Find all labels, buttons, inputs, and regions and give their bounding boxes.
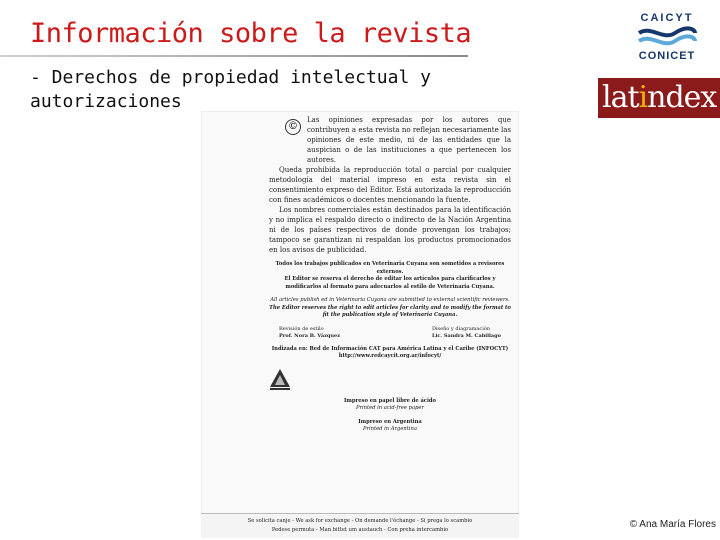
credit-right-name: Lic. Sandra M. Cabillago bbox=[431, 332, 501, 339]
acid-free-logo-icon bbox=[269, 367, 291, 391]
peer-review-es: Todos los trabajos publicados en Veterinaria Cuyana son sometidos a revisores externos. bbox=[275, 261, 505, 275]
document-scan bbox=[201, 111, 519, 538]
footer-line-2: Pedese permuta - Man bittet um austauch - Con preha intercambio bbox=[271, 527, 449, 533]
title-underline bbox=[0, 55, 468, 57]
author-credit: © Ana María Flores bbox=[629, 519, 716, 530]
paper-es: Impreso en papel libre de ácido bbox=[343, 397, 437, 404]
peer-review-en: All articles publish ed in Veterinaria Cuyana are submitted to external scientific reviewers. bbox=[270, 297, 510, 303]
reproduction-paragraph: Queda prohibida la reproducción total o parcial por cualquier metodología del material impreso en esta revista sin el consentimiento expreso del Editor. Está autorizada la reproducción con fines académicos o docentes mencionando la fuente. bbox=[269, 166, 511, 204]
copyright-icon: © bbox=[285, 119, 301, 135]
caicyt-wave-icon bbox=[635, 25, 699, 49]
credit-left-name: Prof. Nora B. Vázquez bbox=[279, 332, 341, 339]
caicyt-logo bbox=[622, 12, 712, 62]
exchange-footer bbox=[201, 513, 519, 538]
document-body bbox=[269, 115, 511, 434]
credit-left-label: Revisión de estilo bbox=[279, 325, 324, 332]
conicet-logo-text: CONICET bbox=[638, 50, 696, 62]
slide-subtitle: - Derechos de propiedad intelectual y autorizaciones bbox=[30, 67, 431, 112]
caicyt-logo-text: CAICYT bbox=[640, 12, 694, 24]
indexed-in: Indizada en: Red de Información CAT para América Latina y el Caribe (INFOCYT) http://www.redcaycit.org.ar/infocyt/ bbox=[271, 345, 509, 359]
credits bbox=[269, 326, 511, 340]
paper-en: Printed in acid-free paper bbox=[356, 405, 424, 411]
slide-title: Información sobre la revista bbox=[30, 18, 472, 49]
credit-right-label: Diseño y diagramación bbox=[431, 325, 491, 332]
editor-rights-en: The Editor reserves the right to edit articles for clarity and to modify the format to fit the publication style of Veterinaria Cuyana. bbox=[269, 304, 511, 318]
trademarks-paragraph: Los nombres comerciales están destinados para la identificación y no implica el respaldo directo o indirecto de la Nación Argentina ni de los países respectivos de donde provengan los trabajos; tampoco se garantizan ni respaldan los productos promocionados en los avisos de publicidad. bbox=[269, 206, 511, 254]
printed-es: Impreso en Argentina bbox=[358, 418, 422, 425]
opinions-paragraph: Las opiniones expresadas por los autores que contribuyen a esta revista no reflejan necesariamente las opiniones de este medio, ni de las entidades que la auspician o de las instituciones a que pertenecen los autores. bbox=[307, 116, 511, 164]
printed-en: Printed in Argentina bbox=[363, 426, 417, 432]
editor-rights-es: El Editor se reserva el derecho de editar los artículos para clarificarlos y modificarlos al formato para adecuarlos al estilo de Veterinaria Cuyana. bbox=[284, 276, 496, 290]
latindex-logo: latindex bbox=[598, 78, 720, 118]
footer-line-1: Se solicita canje - We ask for exchange - On demande l'échange - Si prega lo scambio bbox=[247, 518, 473, 524]
